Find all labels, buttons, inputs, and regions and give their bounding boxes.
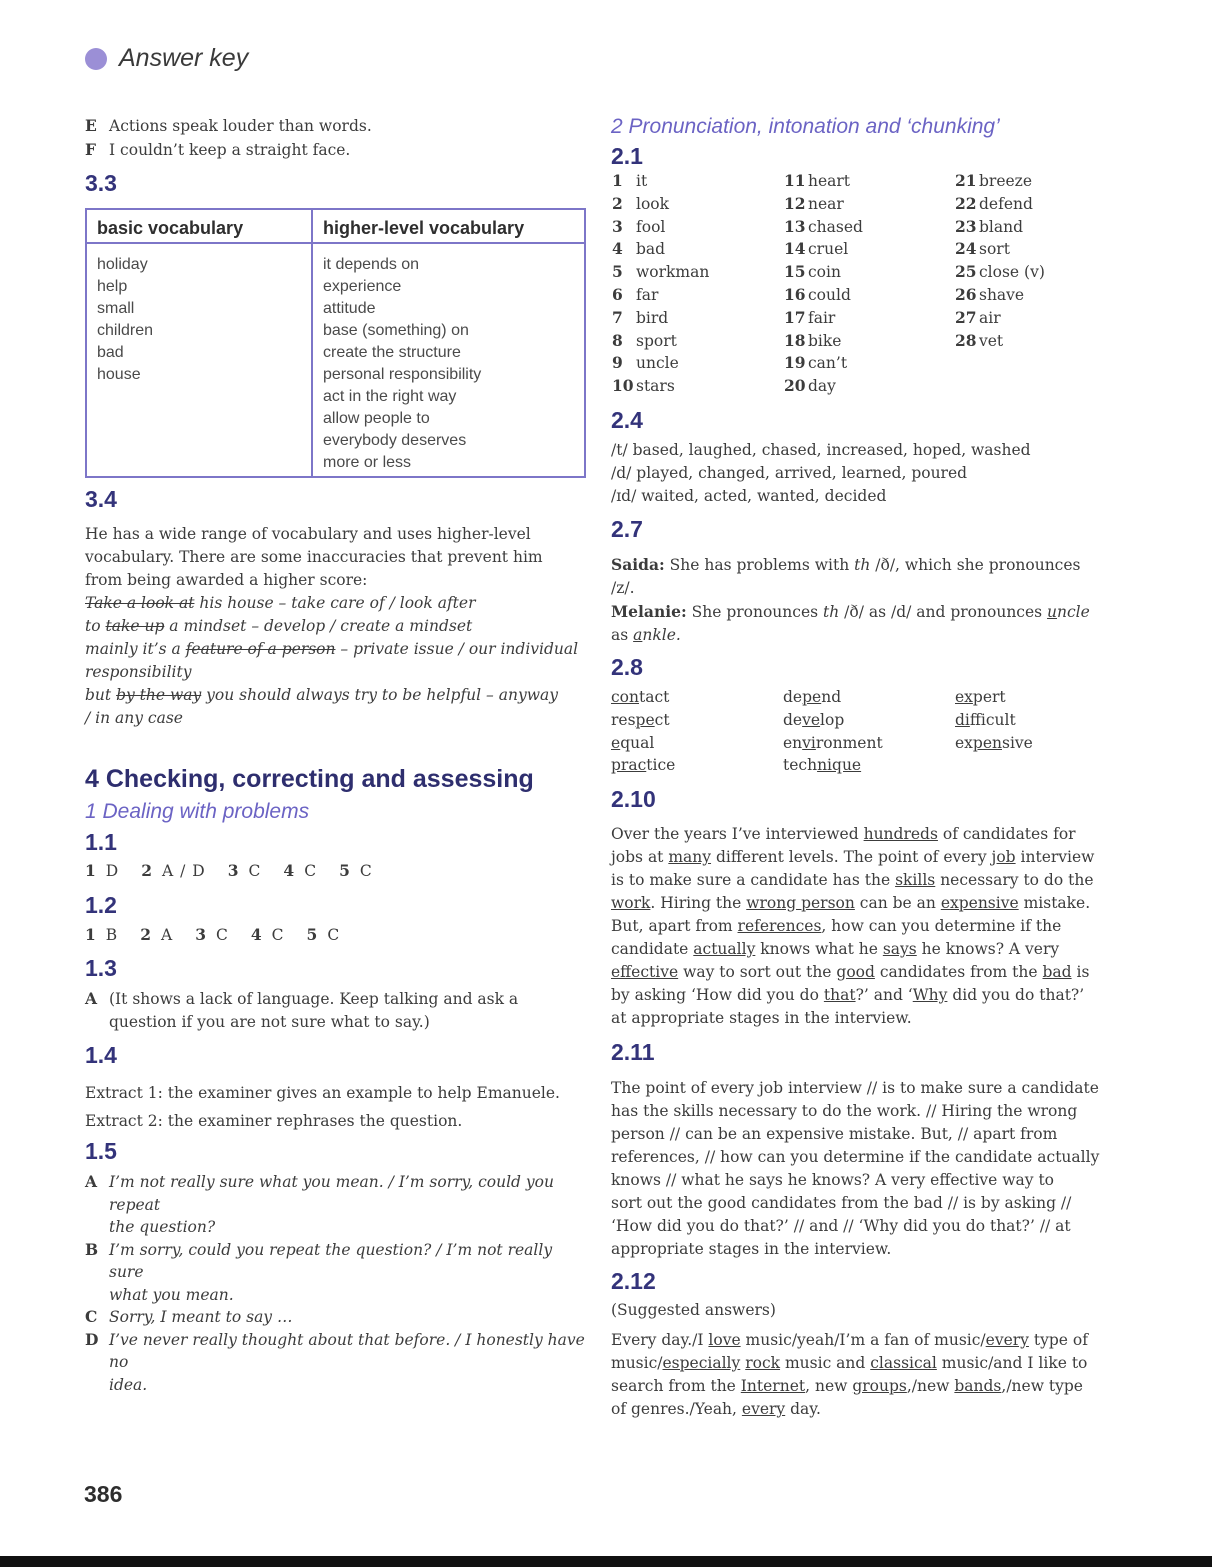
section-heading-2-8: 2.8 bbox=[611, 654, 643, 680]
paragraph-line: from being awarded a higher score: bbox=[85, 571, 368, 589]
page-bottom-edge bbox=[0, 1556, 1212, 1567]
answers-2-1-col3: 21 breeze 22 defend 23 bland 24 sort 25 close (v) 26 shave 27 air 28 vet bbox=[955, 171, 1045, 350]
higher-vocab-list bbox=[313, 254, 583, 474]
section-heading-2-4: 2.4 bbox=[611, 407, 643, 433]
list-item: holiday bbox=[97, 256, 148, 273]
section-heading-2-1: 2.1 bbox=[611, 143, 643, 169]
section-2-7-body: Saida: She has problems with th /ð/, which she pronounces /z/. Melanie: She pronounces th /ð/ as /d/ and pronounces uncle as ankle. bbox=[611, 555, 1090, 644]
paragraph-line: /t/ based, laughed, chased, increased, hoped, washed bbox=[611, 441, 1031, 459]
answers-2-8-col1: contact respect equal practice bbox=[611, 688, 676, 775]
paragraph-line: /d/ played, changed, arrived, learned, poured bbox=[611, 464, 968, 482]
answers-2-1-col1: 1 it 2 look 3 fool 4 bad 5 workman 6 far 7 bird 8 sport 9 uncle 10 stars bbox=[612, 171, 710, 396]
list-item: more or less bbox=[323, 454, 412, 471]
paragraph-line: sort out the good candidates from the bad // is by asking // bbox=[611, 1194, 1072, 1212]
list-item: act in the right way bbox=[323, 388, 457, 405]
section-1-4-body bbox=[85, 1079, 585, 1135]
section-heading-2-10: 2.10 bbox=[611, 786, 656, 812]
header-bullet-icon bbox=[85, 48, 107, 70]
list-item: F I couldn’t keep a straight face. bbox=[85, 140, 351, 159]
list-item: C Sorry, I meant to say … bbox=[85, 1307, 293, 1326]
section-2-12-body: Every day./I love music/yeah/I’m a fan of music/every type of music/especially rock music and classical music/and I like to search from the Internet, new groups,/new bands,/new type of genres./Yeah, every day. bbox=[611, 1331, 1088, 1418]
answers-2-8-col2: depend develop environment technique bbox=[783, 688, 883, 775]
paragraph-line: appropriate stages in the interview. bbox=[611, 1240, 892, 1258]
section-title-pronunciation: 2 Pronunciation, intonation and ‘chunking’ bbox=[611, 115, 1000, 138]
list-item: small bbox=[97, 300, 135, 317]
section-heading-1-5: 1.5 bbox=[85, 1138, 117, 1164]
page-header-title: Answer key bbox=[119, 44, 249, 72]
list-item: A I’m not really sure what you mean. / I’m sorry, could you repeat bbox=[85, 1172, 554, 1214]
section-heading-2-12: 2.12 bbox=[611, 1268, 656, 1294]
list-item: E Actions speak louder than words. bbox=[85, 116, 372, 135]
list-item: it depends on bbox=[323, 256, 420, 273]
list-item: everybody deserves bbox=[323, 432, 467, 449]
paragraph-line: person // can be an expensive mistake. But, // apart from bbox=[611, 1125, 1058, 1143]
section-2-4-body bbox=[611, 439, 1111, 508]
chapter-title: 4 Checking, correcting and assessing bbox=[85, 765, 534, 793]
answers-2-8-col3: expert difficult expensive bbox=[955, 688, 1033, 752]
paragraph-line: He has a wide range of vocabulary and uses higher-level bbox=[85, 525, 531, 543]
list-item: D I’ve never really thought about that before. / I honestly have no bbox=[85, 1329, 585, 1371]
section-2-10-body: Over the years I’ve interviewed hundreds of candidates for jobs at many different levels. The point of every job interview is to make sure a candidate has the skills necessary to do the work. Hiring the wrong person can be an expensive mistake. But, apart from references, how can you determine if the candidate actually knows what he says he knows? A very effective way to sort out the good candidates from the bad is by asking ‘How did you do that?’ and ‘Why did you do that?’ at appropriate stages in the interview. bbox=[611, 825, 1095, 1027]
answers-1-1: 1 D 2 A / D 3 C 4 C 5 C bbox=[85, 861, 373, 880]
list-item: experience bbox=[323, 278, 402, 295]
page-number: 386 bbox=[84, 1481, 123, 1507]
basic-vocab-list bbox=[87, 254, 311, 386]
section-heading-3-3: 3.3 bbox=[85, 170, 117, 196]
vocabulary-table bbox=[85, 208, 586, 478]
correction-line: but by the way you should always try to be helpful – anyway bbox=[85, 686, 558, 704]
intro-items bbox=[85, 114, 585, 162]
section-heading-2-11: 2.11 bbox=[611, 1039, 655, 1065]
answers-1-2: 1 B 2 A 3 C 4 C 5 C bbox=[85, 925, 341, 944]
section-heading-1-1: 1.1 bbox=[85, 829, 117, 855]
paragraph-line: vocabulary. There are some inaccuracies that prevent him bbox=[85, 548, 543, 566]
paragraph-line: Extract 2: the examiner rephrases the question. bbox=[85, 1112, 463, 1130]
section-heading-1-3: 1.3 bbox=[85, 955, 117, 981]
list-item: bad bbox=[97, 344, 124, 361]
paragraph-line: ‘How did you do that?’ // and // ‘Why did you do that?’ // at bbox=[611, 1217, 1071, 1235]
list-item: attitude bbox=[323, 300, 376, 317]
section-3-4-body bbox=[85, 523, 585, 730]
correction-line: responsibility bbox=[85, 663, 192, 681]
paragraph-line: The point of every job interview // is to make sure a candidate bbox=[611, 1079, 1099, 1097]
section-2-11-body bbox=[611, 1077, 1111, 1261]
correction-line: mainly it’s a feature of a person – private issue / our individual bbox=[85, 640, 579, 658]
section-2-12-note: (Suggested answers) bbox=[611, 1301, 776, 1319]
section-1-5-body: A I’m not really sure what you mean. / I’m sorry, could you repeat the question? B I’m sorry, could you repeat the question? / I’m not really sure what you mean. C Sorry, I meant to say … D I’ve never really thought about that before. / I honestly have no idea. bbox=[85, 1172, 585, 1394]
paragraph-line: has the skills necessary to do the work. // Hiring the wrong bbox=[611, 1102, 1078, 1120]
list-item: B I’m sorry, could you repeat the question? / I’m not really sure bbox=[85, 1239, 553, 1281]
list-item: children bbox=[97, 322, 154, 339]
list-item: base (something) on bbox=[323, 322, 469, 339]
table-header-basic: basic vocabulary bbox=[87, 210, 311, 244]
correction-line: to take up a mindset – develop / create a mindset bbox=[85, 617, 473, 635]
section-heading-1-2: 1.2 bbox=[85, 892, 117, 918]
paragraph-line: references, // how can you determine if the candidate actually bbox=[611, 1148, 1100, 1166]
paragraph-line: Extract 1: the examiner gives an example to help Emanuele. bbox=[85, 1084, 560, 1102]
list-item: help bbox=[97, 278, 128, 295]
table-header-higher: higher-level vocabulary bbox=[313, 210, 584, 244]
section-heading-1-4: 1.4 bbox=[85, 1042, 117, 1068]
answers-2-1-col2: 11 heart 12 near 13 chased 14 cruel 15 coin 16 could 17 fair 18 bike 19 can’t 20 day bbox=[784, 171, 863, 396]
section-heading-3-4: 3.4 bbox=[85, 486, 117, 512]
list-item: house bbox=[97, 366, 141, 383]
paragraph-line: /ɪd/ waited, acted, wanted, decided bbox=[611, 487, 887, 505]
correction-line: Take a look at his house – take care of / look after bbox=[85, 594, 476, 612]
section-heading-2-7: 2.7 bbox=[611, 516, 643, 542]
correction-line: / in any case bbox=[85, 709, 183, 727]
list-item: allow people to bbox=[323, 410, 430, 427]
list-item: create the structure bbox=[323, 344, 461, 361]
paragraph-line: knows // what he says he knows? A very effective way to bbox=[611, 1171, 1055, 1189]
list-item: personal responsibility bbox=[323, 366, 482, 383]
section-title-dealing: 1 Dealing with problems bbox=[85, 800, 310, 823]
section-1-3-body: A (It shows a lack of language. Keep talking and ask a question if you are not sure what to say.) bbox=[85, 989, 519, 1031]
